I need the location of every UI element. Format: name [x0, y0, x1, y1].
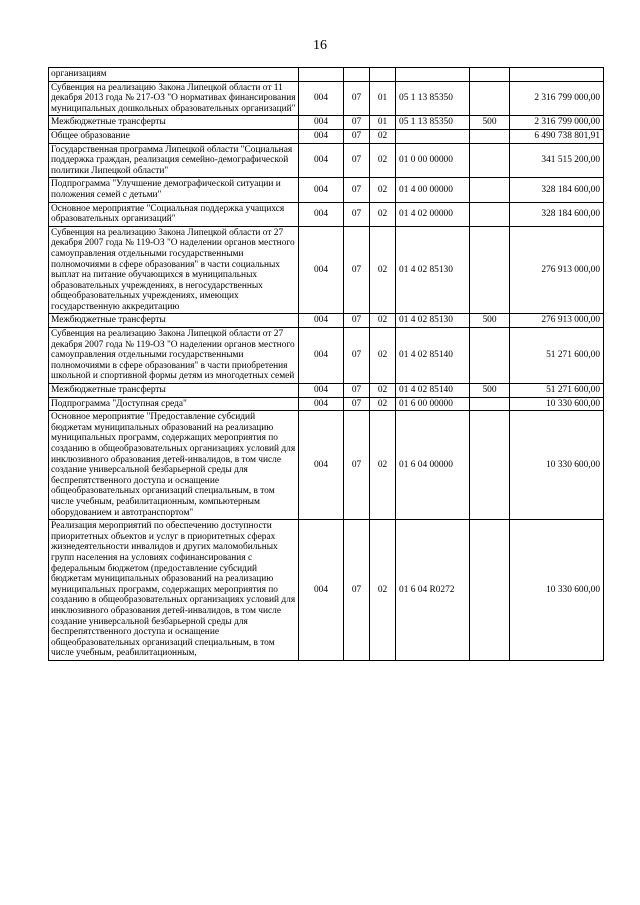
row-name: Подпрограмма "Доступная среда" — [49, 397, 299, 411]
section-code: 07 — [344, 226, 370, 314]
subsection-code: 02 — [370, 328, 396, 384]
ministry-code: 004 — [299, 143, 344, 178]
row-name: Межбюджетные трансферты — [49, 314, 299, 328]
amount: 10 330 600,00 — [510, 520, 604, 661]
row-name: Государственная программа Липецкой области "Социальная поддержка граждан, реализация семейно-демографической политики Липецкой области" — [49, 143, 299, 178]
section-code: 07 — [344, 411, 370, 520]
target-article-code: 01 6 04 R0272 — [396, 520, 470, 661]
expense-type-code: 500 — [470, 314, 510, 328]
subsection-code: 01 — [370, 116, 396, 130]
ministry-code: 004 — [299, 411, 344, 520]
budget-table — [48, 67, 604, 661]
table-row — [49, 328, 604, 384]
subsection-code: 02 — [370, 314, 396, 328]
amount: 341 515 200,00 — [510, 143, 604, 178]
target-article-code: 01 4 02 00000 — [396, 202, 470, 226]
target-article-code: 01 6 04 00000 — [396, 411, 470, 520]
table-row — [49, 202, 604, 226]
target-article-code: 01 0 00 00000 — [396, 143, 470, 178]
target-article-code — [396, 129, 470, 143]
section-code — [344, 68, 370, 82]
amount — [510, 68, 604, 82]
row-name: Подпрограмма "Улучшение демографической ситуации и положения семей с детьми" — [49, 178, 299, 202]
table-row — [49, 397, 604, 411]
amount: 328 184 600,00 — [510, 202, 604, 226]
row-name: Межбюджетные трансферты — [49, 116, 299, 130]
amount: 6 490 738 801,91 — [510, 129, 604, 143]
subsection-code: 02 — [370, 178, 396, 202]
row-name: Субвенция на реализацию Закона Липецкой области от 11 декабря 2013 года № 217-ОЗ "О нормативах финансирования муниципальных дошкольных образовательных организаций" — [49, 81, 299, 116]
subsection-code: 02 — [370, 411, 396, 520]
ministry-code — [299, 68, 344, 82]
section-code: 07 — [344, 81, 370, 116]
subsection-code: 01 — [370, 81, 396, 116]
row-name: Общее образование — [49, 129, 299, 143]
subsection-code: 02 — [370, 520, 396, 661]
expense-type-code: 500 — [470, 116, 510, 130]
target-article-code: 01 4 02 85140 — [396, 384, 470, 398]
expense-type-code — [470, 520, 510, 661]
subsection-code — [370, 68, 396, 82]
target-article-code: 01 4 02 85140 — [396, 328, 470, 384]
row-name: Основное мероприятие "Предоставление субсидий бюджетам муниципальных образований на реализацию муниципальных программ, содержащих мероприятия по созданию в общеобразовательных организациях условий для инклюзивного образования детей-инвалидов, в том числе создание универсальной безбарьерной среды для беспрепятственного доступа и оснащение общеобразовательных организаций специальным, в том числе учебным, реабилитационным, компьютерным оборудованием и автотранспортом" — [49, 411, 299, 520]
amount: 51 271 600,00 — [510, 384, 604, 398]
expense-type-code — [470, 226, 510, 314]
amount: 2 316 799 000,00 — [510, 116, 604, 130]
ministry-code: 004 — [299, 328, 344, 384]
table-row — [49, 81, 604, 116]
amount: 10 330 600,00 — [510, 397, 604, 411]
table-row — [49, 116, 604, 130]
subsection-code: 02 — [370, 226, 396, 314]
subsection-code: 02 — [370, 202, 396, 226]
ministry-code: 004 — [299, 384, 344, 398]
ministry-code: 004 — [299, 314, 344, 328]
section-code: 07 — [344, 397, 370, 411]
subsection-code: 02 — [370, 397, 396, 411]
amount: 51 271 600,00 — [510, 328, 604, 384]
table-row — [49, 129, 604, 143]
expense-type-code — [470, 68, 510, 82]
expense-type-code — [470, 397, 510, 411]
section-code: 07 — [344, 384, 370, 398]
expense-type-code — [470, 81, 510, 116]
expense-type-code — [470, 178, 510, 202]
target-article-code: 05 1 13 85350 — [396, 116, 470, 130]
table-row — [49, 314, 604, 328]
section-code: 07 — [344, 116, 370, 130]
target-article-code: 05 1 13 85350 — [396, 81, 470, 116]
section-code: 07 — [344, 178, 370, 202]
target-article-code — [396, 68, 470, 82]
table-row — [49, 143, 604, 178]
amount: 10 330 600,00 — [510, 411, 604, 520]
target-article-code: 01 4 02 85130 — [396, 226, 470, 314]
expense-type-code — [470, 129, 510, 143]
section-code: 07 — [344, 129, 370, 143]
table-row — [49, 411, 604, 520]
subsection-code: 02 — [370, 143, 396, 178]
ministry-code: 004 — [299, 116, 344, 130]
section-code: 07 — [344, 314, 370, 328]
amount: 2 316 799 000,00 — [510, 81, 604, 116]
row-name: Субвенция на реализацию Закона Липецкой области от 27 декабря 2007 года № 119-ОЗ "О наделении органов местного самоуправления отдельными государственными полномочиями в сфере образования" в части социальных выплат на питание обучающихся в муниципальных образовательных учреждениях, в негосударственных общеобразовательных учреждениях, имеющих государственную аккредитацию — [49, 226, 299, 314]
ministry-code: 004 — [299, 178, 344, 202]
target-article-code: 01 4 02 85130 — [396, 314, 470, 328]
subsection-code: 02 — [370, 129, 396, 143]
ministry-code: 004 — [299, 397, 344, 411]
row-name: Основное мероприятие "Социальная поддержка учащихся образовательных организаций" — [49, 202, 299, 226]
section-code: 07 — [344, 143, 370, 178]
expense-type-code: 500 — [470, 384, 510, 398]
expense-type-code — [470, 202, 510, 226]
row-name: Реализация мероприятий по обеспечению доступности приоритетных объектов и услуг в приоритетных сферах жизнедеятельности инвалидов и других маломобильных групп населения на условиях софинансирования с федеральным бюджетом (предоставление субсидий бюджетам муниципальных образований на реализацию муниципальных программ, содержащих мероприятия по созданию в общеобразовательных организациях условий для инклюзивного образования детей-инвалидов, в том числе создание универсальной безбарьерной среды для беспрепятственного доступа и оснащение общеобразовательных организаций специальным, в том числе учебным, реабилитационным, — [49, 520, 299, 661]
ministry-code: 004 — [299, 226, 344, 314]
ministry-code: 004 — [299, 81, 344, 116]
page-number: 16 — [313, 38, 327, 53]
ministry-code: 004 — [299, 129, 344, 143]
amount: 276 913 000,00 — [510, 226, 604, 314]
ministry-code: 004 — [299, 520, 344, 661]
ministry-code: 004 — [299, 202, 344, 226]
target-article-code: 01 6 00 00000 — [396, 397, 470, 411]
row-name: Субвенция на реализацию Закона Липецкой области от 27 декабря 2007 года № 119-ОЗ "О наделении органов местного самоуправления отдельными государственными полномочиями в сфере образования" в части приобретения школьной и спортивной формы детям из многодетных семей — [49, 328, 299, 384]
amount: 276 913 000,00 — [510, 314, 604, 328]
section-code: 07 — [344, 328, 370, 384]
section-code: 07 — [344, 202, 370, 226]
row-name: организациям — [49, 68, 299, 82]
expense-type-code — [470, 328, 510, 384]
table-row — [49, 384, 604, 398]
amount: 328 184 600,00 — [510, 178, 604, 202]
row-name: Межбюджетные трансферты — [49, 384, 299, 398]
expense-type-code — [470, 411, 510, 520]
target-article-code: 01 4 00 00000 — [396, 178, 470, 202]
expense-type-code — [470, 143, 510, 178]
table-row — [49, 178, 604, 202]
section-code: 07 — [344, 520, 370, 661]
table-row — [49, 68, 604, 82]
subsection-code: 02 — [370, 384, 396, 398]
table-row — [49, 226, 604, 314]
table-row — [49, 520, 604, 661]
